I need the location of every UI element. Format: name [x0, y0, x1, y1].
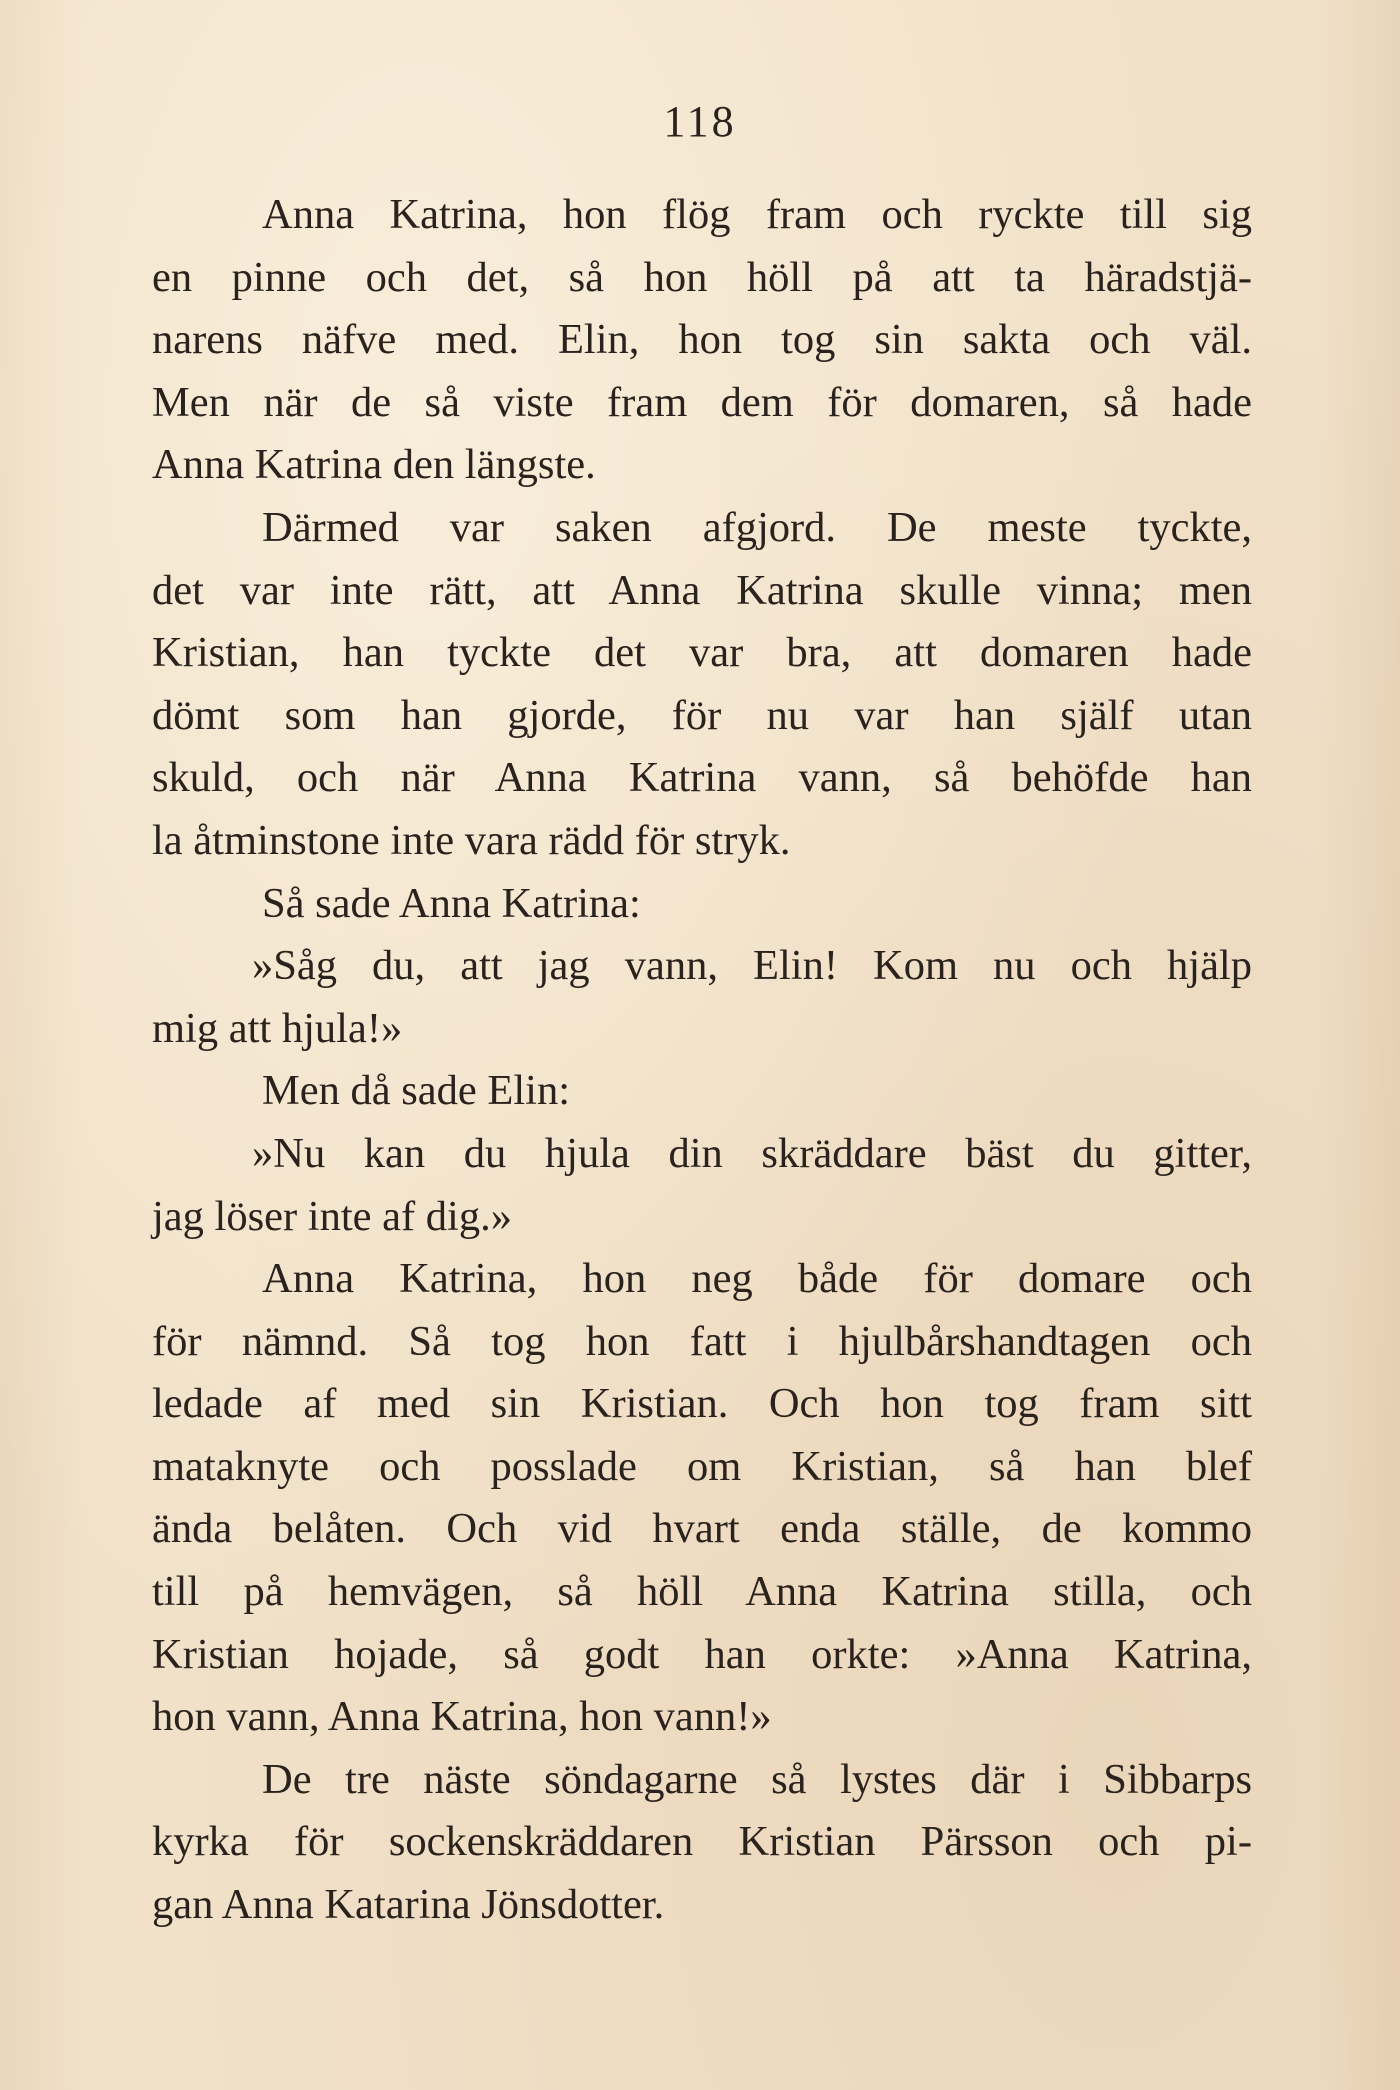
text-line: Anna Katrina den längste. [152, 441, 596, 489]
text-line: Anna Katrina, hon neg både för domare och [262, 1255, 1252, 1303]
text-line: Därmed var saken afgjord. De meste tyckte, [262, 503, 1252, 551]
text-line: Så sade Anna Katrina: [262, 879, 641, 927]
text-line: Men när de så viste fram dem för domaren, så hade [152, 378, 1252, 426]
text-line: »Nu kan du hjula din skräddare bäst du gitter, [252, 1129, 1252, 1177]
text-line: ledade af med sin Kristian. Och hon tog fram sitt [152, 1380, 1252, 1428]
text-line: kyrka för sockenskräddaren Kristian Pärsson och pi- [152, 1818, 1252, 1866]
text-line: De tre näste söndagarne så lystes där i Sibbarps [262, 1755, 1252, 1803]
text-line: Anna Katrina, hon flög fram och ryckte till sig [262, 191, 1252, 238]
page-number: 118 [663, 97, 737, 146]
text-line: skuld, och när Anna Katrina vann, så behöfde han [152, 754, 1252, 802]
text-line: för nämnd. Så tog hon fatt i hjulbårshandtagen och [152, 1317, 1252, 1365]
text-line: jag löser inte af dig.» [152, 1192, 512, 1240]
text-line: hon vann, Anna Katrina, hon vann!» [152, 1693, 772, 1741]
text-line: till på hemvägen, så höll Anna Katrina stilla, och [152, 1568, 1252, 1616]
text-line: dömt som han gjorde, för nu var han själf utan [152, 691, 1252, 739]
text-line: narens näfve med. Elin, hon tog sin sakta och väl. [152, 316, 1252, 364]
text-line: gan Anna Katarina Jönsdotter. [152, 1881, 665, 1929]
body-text [152, 184, 1252, 1937]
text-line: mig att hjula!» [152, 1004, 403, 1052]
text-line: Kristian hojade, så godt han orkte: »Anna Katrina, [152, 1630, 1252, 1678]
text-line: ända belåten. Och vid hvart enda ställe, de kommo [152, 1505, 1252, 1553]
text-line: Men då sade Elin: [262, 1067, 571, 1115]
text-line: en pinne och det, så hon höll på att ta häradstjä- [152, 253, 1252, 301]
text-line: Kristian, han tyckte det var bra, att domaren hade [152, 629, 1252, 677]
text-line: la åtminstone inte vara rädd för stryk. [152, 816, 791, 864]
text-line: »Såg du, att jag vann, Elin! Kom nu och hjälp [252, 942, 1252, 990]
text-line: det var inte rätt, att Anna Katrina skulle vinna; men [152, 566, 1252, 614]
text-line: mataknyte och posslade om Kristian, så han blef [152, 1442, 1252, 1490]
